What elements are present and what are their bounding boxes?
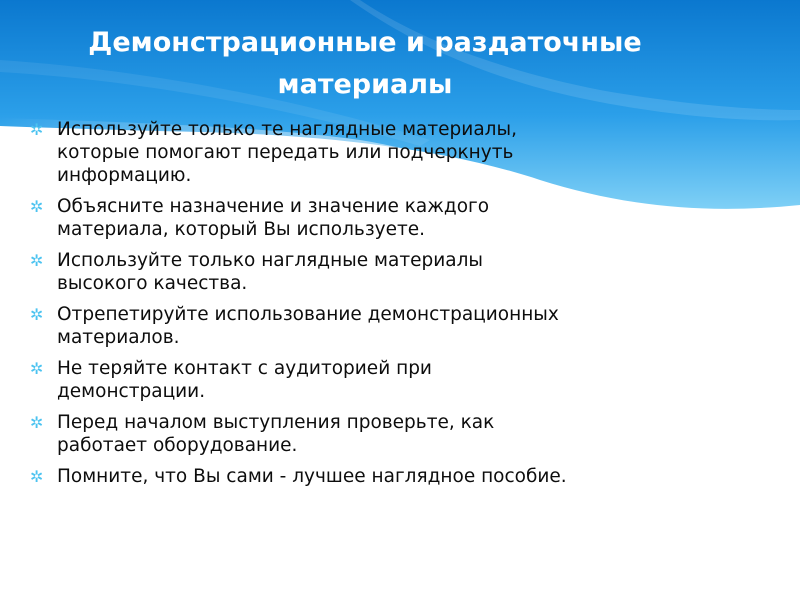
bullet-line: материала, который Вы используете. (57, 219, 426, 240)
asterisk-bullet-icon: ✲ (30, 120, 44, 139)
asterisk-bullet-icon: ✲ (30, 251, 44, 270)
bullet-item (30, 357, 710, 403)
asterisk-bullet-icon: ✲ (30, 197, 44, 216)
bullet-item (30, 118, 710, 187)
bullet-line: Не теряйте контакт с аудиторией при (57, 358, 432, 379)
bullet-line: работает оборудование. (57, 435, 298, 456)
slide-title-line1: Демонстрационные и раздаточные (88, 27, 642, 58)
bullet-line: Используйте только наглядные материалы (57, 250, 484, 271)
bullet-line: Помните, что Вы сами - лучшее наглядное пособие. (57, 466, 567, 487)
bullet-line: материалов. (57, 327, 180, 348)
bullet-line: информацию. (57, 165, 192, 186)
asterisk-bullet-icon: ✲ (30, 305, 44, 324)
bullet-line: демонстрации. (57, 381, 206, 402)
bullet-line: Используйте только те наглядные материалы, (57, 119, 517, 140)
bullet-item (30, 249, 710, 295)
bullet-line: которые помогают передать или подчеркнуть (57, 142, 514, 163)
slide-title (20, 22, 710, 106)
bullet-item (30, 465, 710, 488)
bullet-line: Перед началом выступления проверьте, как (57, 412, 495, 433)
bullet-line: Объясните назначение и значение каждого (57, 196, 490, 217)
bullet-line: Отрепетируйте использование демонстрационных (57, 304, 559, 325)
asterisk-bullet-icon: ✲ (30, 413, 44, 432)
bullet-item (30, 303, 710, 349)
asterisk-bullet-icon: ✲ (30, 467, 44, 486)
bullet-item (30, 411, 710, 457)
bullet-list (30, 118, 710, 496)
bullet-item (30, 195, 710, 241)
asterisk-bullet-icon: ✲ (30, 359, 44, 378)
slide-title-line2: материалы (277, 69, 453, 100)
bullet-line: высокого качества. (57, 273, 248, 294)
